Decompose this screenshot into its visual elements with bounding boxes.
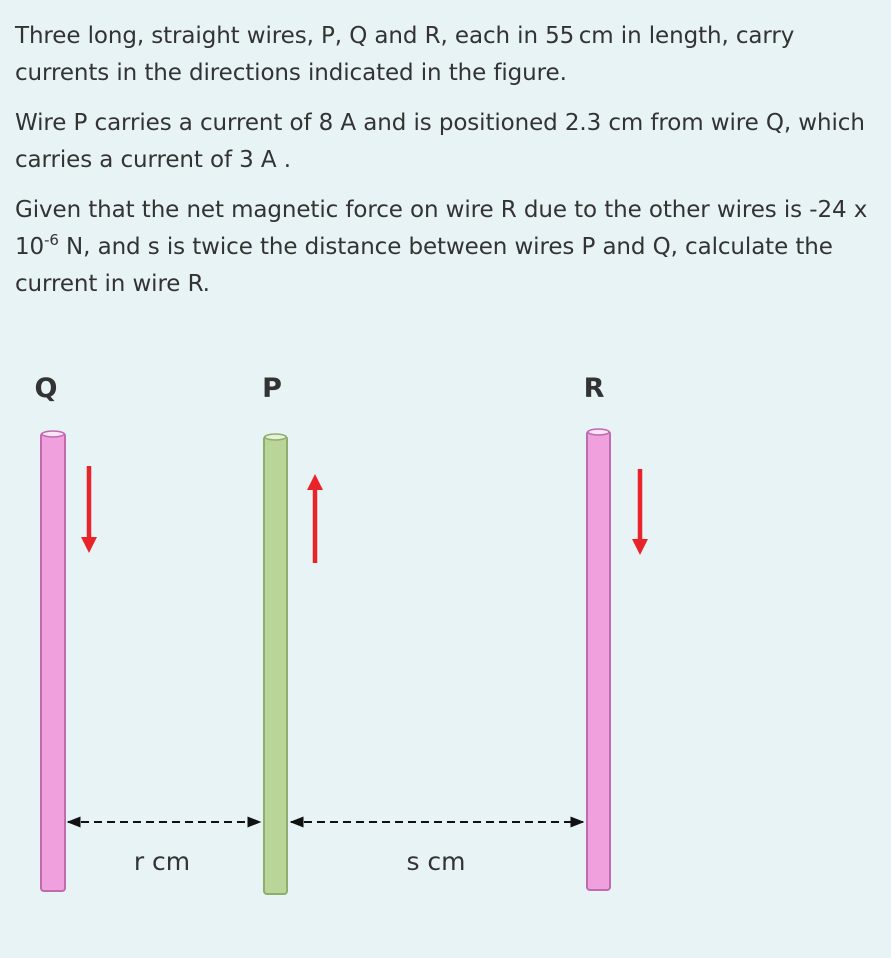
question-intro: Three long, straight wires, P, Q and R, each in 55 cm in length, carry currents in the directions indicated in the figure. (15, 23, 795, 86)
question-wire-p-info: Wire P carries a current of 8 A and is positioned 2.3 cm from wire Q, which carries a current of 3 A . (15, 110, 865, 173)
wire-p (264, 434, 287, 894)
wire-p-label: P (262, 373, 282, 404)
current-arrow-q-down-icon (81, 466, 97, 553)
wire-q (41, 431, 65, 891)
wire-r (587, 429, 610, 890)
wire-r-top (588, 429, 609, 435)
given-text-part1: Given that the net magnetic force on wire R due to the other wires is -24 x 10 (15, 197, 868, 260)
distance-s-label: s cm (406, 847, 466, 876)
wire-r-label: R (583, 373, 605, 404)
distance-r-label: r cm (133, 847, 191, 876)
current-arrow-r-down-icon (632, 469, 648, 555)
wire-q-label: Q (34, 373, 58, 404)
wire-p-body (264, 436, 287, 894)
wire-r-body (587, 431, 610, 890)
given-text-part2: N, and s is twice the distance between wires P and Q, calculate the current in wire R. (15, 234, 833, 297)
current-arrow-p-up-icon (307, 474, 323, 563)
wire-p-top (265, 434, 286, 440)
wire-q-body (41, 433, 65, 891)
given-exponent: -6 (44, 231, 59, 249)
wire-q-top (42, 431, 64, 437)
